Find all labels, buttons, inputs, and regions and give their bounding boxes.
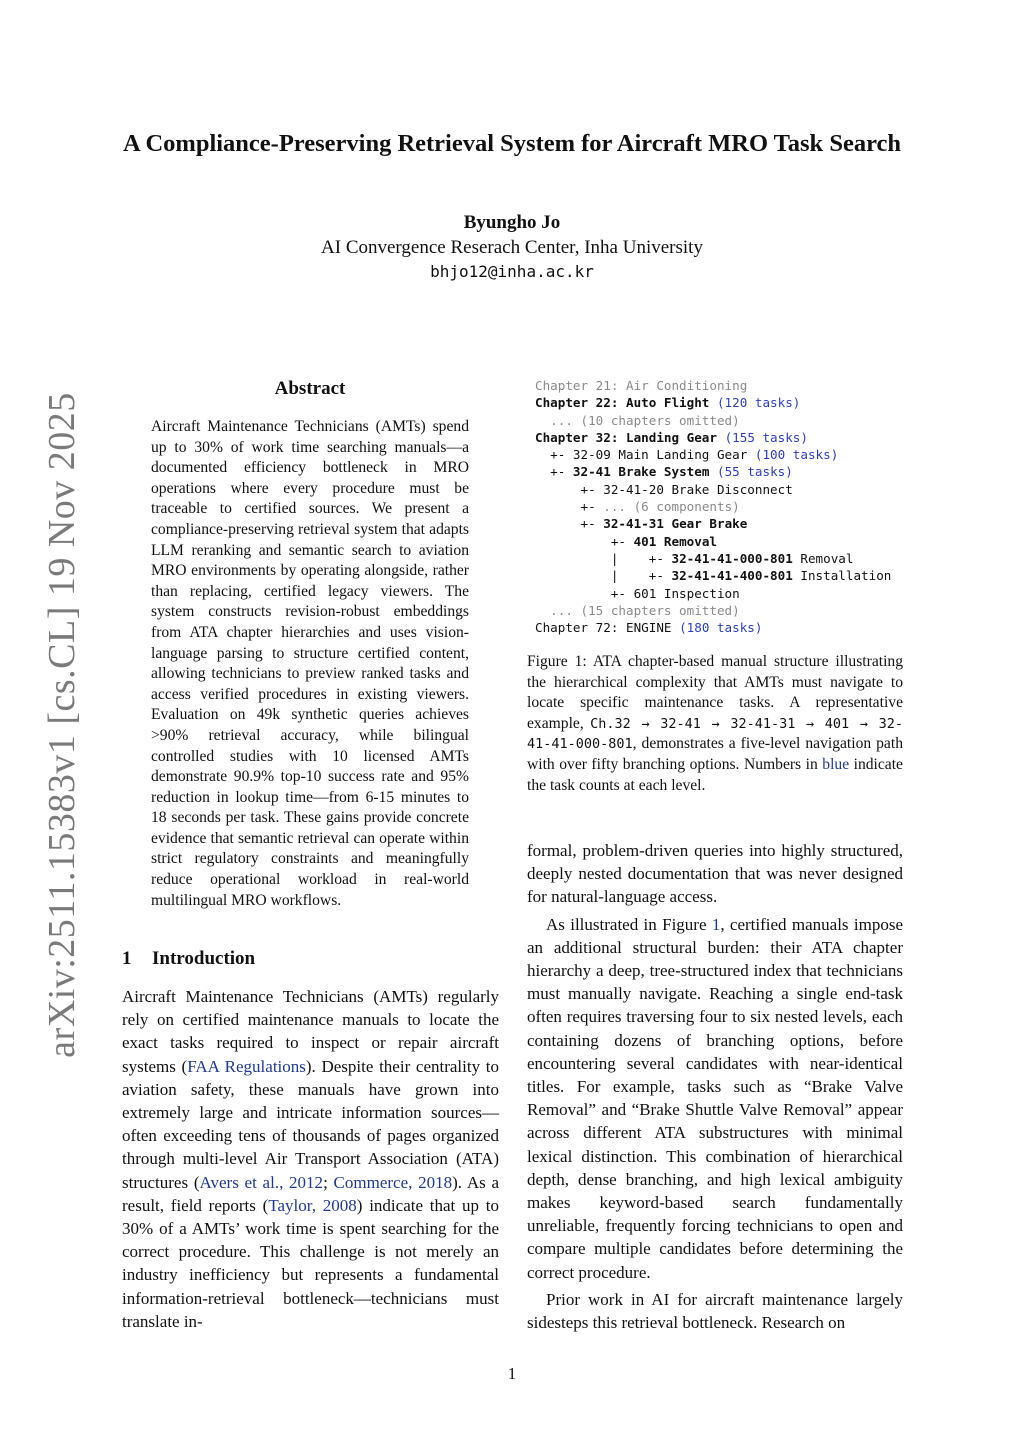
paper-title: A Compliance-Preserving Retrieval System for Aircraft MRO Task Search	[123, 130, 901, 157]
tree-line	[535, 412, 935, 429]
caption-text: Figure 1: ATA chapter-based manual structure illustrating the hierarchical complexity that AMTs must navigate to locate specific maintenance tasks. A representative example,	[527, 653, 903, 732]
tree-node-label: 32-41 Brake System	[572, 464, 710, 480]
tree-muted-label: ... (10 chapters omitted)	[535, 412, 740, 428]
abstract-heading: Abstract	[274, 378, 346, 399]
tree-node-text: Chapter 72: ENGINE	[535, 620, 672, 636]
author-email[interactable]: bhjo12@inha.ac.kr	[430, 262, 594, 281]
tree-task-count: (155 tasks)	[716, 429, 808, 445]
citation-faa-regulations[interactable]: FAA Regulations	[187, 1056, 306, 1076]
author-affiliation: AI Convergence Reserach Center, Inha University	[321, 237, 703, 258]
tree-line	[535, 498, 935, 515]
tree-node-label: 32-41-31 Gear Brake	[603, 516, 748, 532]
tree-task-count: (55 tasks)	[709, 464, 793, 480]
tree-line	[535, 585, 935, 602]
tree-line	[535, 533, 935, 550]
caption-blue-word: blue	[822, 755, 850, 773]
tree-muted-label: Chapter 21: Air Conditioning	[535, 378, 748, 393]
text-run: ). Despite their centrality to aviation safety, these manuals have grown into extremely large and intricate information sources—often exceeding tens of thousands of pages organized through multi-level Air Transport Association (ATA) structures (	[122, 1056, 499, 1192]
text-run: ) indicate that up to 30% of a AMTs’ work time is spent searching for the correct procedure. This challenge is not merely an industry inefficiency but represents a fundamental information-retrieval bottleneck—technicians must translate in-	[122, 1195, 499, 1331]
tree-node-label: 401 Removal	[633, 533, 717, 549]
tree-line	[535, 567, 935, 584]
tree-muted-label: ... (6 components)	[603, 499, 740, 515]
tree-node-text: Installation	[792, 568, 892, 584]
tree-muted-label: ... (15 chapters omitted)	[535, 602, 740, 618]
tree-prefix: | +-	[535, 550, 672, 566]
tree-line	[535, 377, 935, 394]
intro-paragraph-3	[527, 913, 903, 1284]
tree-node-text: +- 32-41-20 Brake Disconnect	[535, 481, 793, 497]
tree-line	[535, 481, 935, 498]
tree-line	[535, 394, 935, 411]
tree-line	[535, 619, 935, 636]
text-run: As illustrated in Figure	[546, 914, 712, 934]
tree-node-label: Chapter 22: Auto Flight	[535, 395, 710, 411]
tree-task-count: (180 tasks)	[671, 620, 763, 636]
tree-node-label: 32-41-41-400-801	[671, 568, 793, 584]
figure-1-tree	[535, 377, 935, 636]
tree-line	[535, 550, 935, 567]
author-block	[100, 210, 924, 284]
tree-prefix: +-	[535, 533, 634, 549]
caption-text: , demonstrates a five-level navigation path with over fifty branching options. Numbers in	[527, 735, 903, 773]
citation-commerce-2018[interactable]: Commerce, 2018	[333, 1172, 453, 1192]
caption-text: indicate the task counts at each level.	[527, 755, 903, 794]
section-number: 1	[122, 948, 132, 969]
tree-node-label: Chapter 32: Landing Gear	[535, 429, 717, 445]
tree-prefix: +-	[535, 464, 573, 480]
text-run: ;	[323, 1172, 334, 1192]
tree-task-count: (120 tasks)	[709, 395, 801, 411]
tree-line	[535, 602, 935, 619]
intro-paragraph-4: Prior work in AI for aircraft maintenance largely sidesteps this retrieval bottleneck. Research on	[527, 1289, 903, 1333]
caption-path-example: Ch.32 → 32-41 → 32-41-31 → 401 → 32-41-41-000-801	[527, 715, 903, 753]
tree-prefix: | +-	[535, 568, 672, 584]
tree-line	[535, 463, 935, 480]
abstract-text: Aircraft Maintenance Technicians (AMTs) spend up to 30% of work time searching manuals—a documented efficiency bottleneck in MRO operations where every procedure must be traceable to certified sources. We present a compliance-preserving retrieval system that adapts LLM reranking and semantic search to aviation MRO environments by operating alongside, rather than replacing, certified legacy viewers. The system constructs revision-robust embeddings from ATA chapter hierarchies and uses vision-language parsing to structure certified content, allowing technicians to preview ranked tasks and access verified procedures in existing viewers. Evaluation on 49k synthetic queries achieves >90% retrieval accuracy, while bilingual controlled studies with 10 licensed AMTs demonstrate 90.9% top-10 success rate and 95% reduction in lookup time—from 6-15 minutes to 18 seconds per task. These gains provide concrete evidence that semantic retrieval can operate within strict regulatory constraints and meaningfully reduce operational workload in real-world multilingual MRO workflows.	[151, 418, 469, 909]
arxiv-identifier: arXiv:2511.15383v1 [cs.CL] 19 Nov 2025	[41, 392, 83, 1058]
text-run: , certified manuals impose an additional structural burden: their ATA chapter hierarchy a deep, tree-structured index that technicians must manually navigate. Reaching a single end-task often requires traversing four to six nested levels, each containing dozens of branching options, before encountering several candidates with near-identical titles. For example, tasks such as “Brake Valve Removal” and “Brake Shuttle Valve Removal” appear across different ATA substructures with minimal lexical distinction. This combination of hierarchical depth, dense branching, and high lexical ambiguity makes keyword-based search fundamentally unreliable, frequently forcing technicians to open and compare multiple candidates before determining the correct procedure.	[527, 914, 903, 1282]
tree-line	[535, 446, 935, 463]
intro-paragraph-2: formal, problem-driven queries into highly structured, deeply nested documentation that was never designed for natural-language access.	[527, 841, 903, 907]
section-title: Introduction	[152, 948, 256, 969]
tree-prefix: +-	[535, 499, 604, 515]
tree-node-label: 32-41-41-000-801	[671, 550, 793, 566]
text-run: Aircraft Maintenance Technicians (AMTs) regularly rely on certified maintenance manuals to locate the exact tasks required to inspect or repair aircraft systems (	[122, 987, 499, 1076]
tree-line	[535, 515, 935, 532]
text-run: ). As a result, field reports (	[122, 1172, 499, 1215]
page-number: 1	[507, 1364, 517, 1383]
intro-right-column	[527, 839, 903, 1338]
tree-node-text: +- 601 Inspection	[535, 585, 740, 601]
author-name: Byungho Jo	[463, 212, 561, 233]
citation-taylor-2008[interactable]: Taylor, 2008	[268, 1195, 357, 1215]
tree-task-count: (100 tasks)	[747, 447, 839, 463]
tree-line	[535, 429, 935, 446]
intro-paragraph-1	[122, 985, 499, 1333]
citation-avers-2012[interactable]: Avers et al., 2012	[199, 1172, 324, 1192]
figure-1-reference[interactable]: 1	[711, 914, 721, 934]
tree-node-text: +- 32-09 Main Landing Gear	[535, 447, 748, 463]
section-heading-introduction	[122, 948, 255, 970]
tree-node-text: Removal	[792, 550, 854, 566]
tree-prefix: +-	[535, 516, 604, 532]
figure-1-caption	[527, 652, 903, 796]
